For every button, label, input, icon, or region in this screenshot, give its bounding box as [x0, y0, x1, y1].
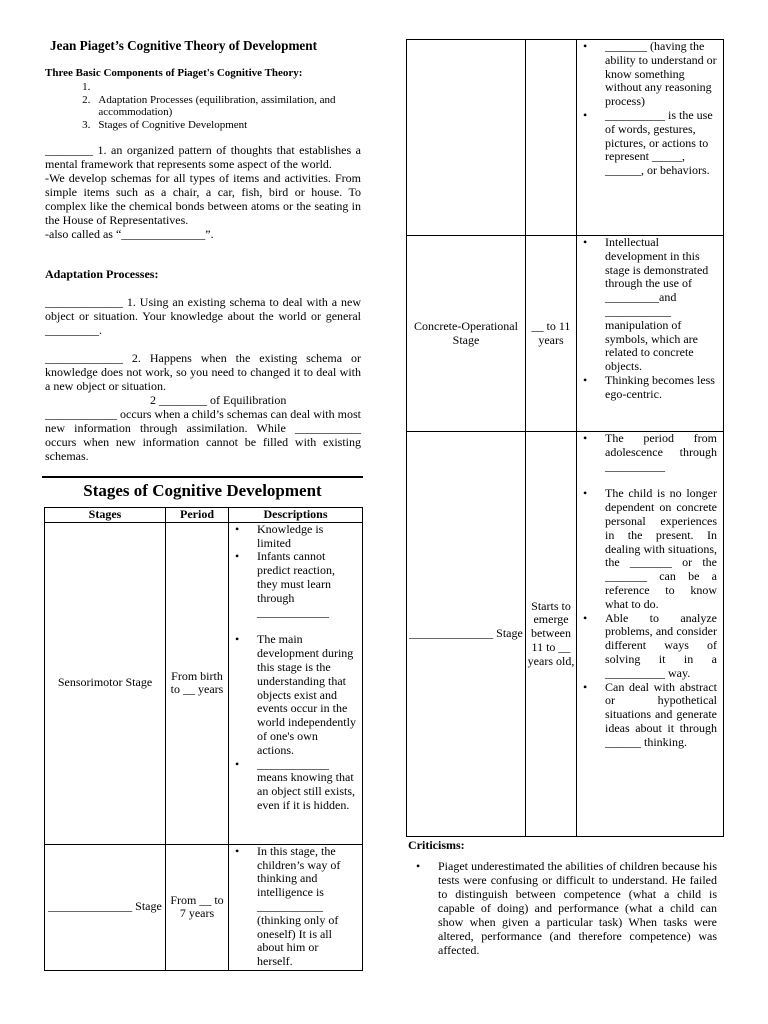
item-text — [90, 81, 370, 94]
description-item: • Able to analyze problems, and consider different ways of solving it in a __________ way. — [577, 612, 717, 681]
header-stages: Stages — [45, 508, 166, 523]
table-header-row — [45, 508, 363, 523]
item-number: 3. — [82, 118, 91, 131]
equilibration-text: ____________ occurs when a child’s schemas can deal with most new information through assimilation. While ___________ occurs when new information cannot be filled with existing schemas. — [45, 407, 361, 463]
stages-title: Stages of Cognitive Development — [42, 476, 363, 501]
description-cell — [577, 236, 724, 432]
components-list — [45, 81, 370, 131]
description-cell — [229, 844, 363, 970]
period-cell: __ to 11 years — [526, 236, 577, 432]
criticisms-heading: Criticisms: — [408, 838, 465, 852]
list-item — [45, 119, 370, 132]
stage-cell: Concrete-Operational Stage — [407, 236, 526, 432]
description-item: • ____________ means knowing that an object still exists, even if it is hidden. — [229, 758, 356, 813]
schema-alias: -also called as “______________”. — [45, 227, 214, 241]
description-item: • Knowledge is limited — [229, 523, 356, 551]
equilibration-heading: 2 ________ of Equilibration — [150, 393, 287, 407]
description-item: • The period from adolescence through __________ — [577, 432, 717, 473]
table-row — [45, 522, 363, 844]
description-cell — [577, 40, 724, 236]
item-number: 1. — [82, 81, 91, 93]
accommodation-text: _____________ 2. Happens when the existing schema or knowledge does not work, so you need to changed it to deal with a new object or situation. — [45, 351, 361, 393]
description-item: • The main development during this stage is the understanding that objects exist and events occur in the world independently of one's own actions. — [229, 633, 356, 757]
stages-table-left — [44, 507, 363, 971]
list-item: • Piaget underestimated the abilities of children because his tests were confusing or difficult to understand. He failed to distinguish between competence (what a child is capable of doing) and performance (what a child can show when given a particular task) When tasks were altered, performance (and therefore competence) was affected. — [410, 859, 717, 957]
description-item: • Can deal with abstract or hypothetical situations and generate ideas about it through ______ thinking. — [577, 681, 717, 750]
item-text: Stages of Cognitive Development — [98, 118, 248, 131]
header-period: Period — [166, 508, 229, 523]
stage-cell — [407, 40, 526, 236]
stage-cell: Sensorimotor Stage — [45, 522, 166, 844]
description-item: • _______ (having the ability to understand or know something without any reasoning process) — [577, 40, 717, 109]
list-item — [45, 81, 370, 94]
period-cell: From __ to 7 years — [166, 844, 229, 970]
stage-cell: ______________ Stage — [407, 432, 526, 837]
description-cell — [229, 522, 363, 844]
page-title: Jean Piaget’s Cognitive Theory of Development — [50, 38, 318, 53]
stages-table-right — [406, 39, 724, 837]
description-item: • Infants cannot predict reaction, they must learn through ____________ — [229, 550, 356, 619]
table-row — [407, 236, 724, 432]
description-item: • Thinking becomes less ego-centric. — [577, 374, 717, 402]
list-item — [45, 94, 370, 119]
description-item: • In this stage, the children’s way of thinking and intelligence is ___________ (thinking only of oneself) It is all about him or herself. — [229, 845, 356, 969]
description-cell — [577, 432, 724, 837]
adaptation-heading: Adaptation Processes: — [45, 267, 159, 281]
period-cell: From birth to __ years — [166, 522, 229, 844]
header-descriptions: Descriptions — [229, 508, 363, 523]
components-heading: Three Basic Components of Piaget's Cognitive Theory: — [45, 67, 303, 79]
description-item: • The child is no longer dependent on concrete personal experiences in the present. In dealing with situations, the _______ or the _______ can be a reference to know what to do. — [577, 487, 717, 611]
period-cell — [526, 40, 577, 236]
description-item: • __________ is the use of words, gestures, pictures, or actions to represent _____, ______, or behaviors. — [577, 109, 717, 178]
description-item: • Intellectual development in this stage is demonstrated through the use of _________and ___________ manipulation of symbols, which are related to concrete objects. — [577, 236, 717, 374]
schema-examples: -We develop schemas for all types of items and activities. From simple items such as a chair, a car, fish, bird or house. To complex like the chemical bonds between atoms or the seating in the House of Representatives. — [45, 171, 361, 227]
table-row — [45, 844, 363, 970]
item-number: 2. — [82, 93, 91, 106]
table-row — [407, 40, 724, 236]
schema-section — [45, 143, 361, 241]
item-text: Adaptation Processes (equilibration, assimilation, and accommodation) — [98, 93, 336, 118]
period-cell: Starts to emerge between 11 to __ years old, — [526, 432, 577, 837]
criticisms-list — [410, 859, 717, 957]
schema-definition: ________ 1. an organized pattern of thoughts that establishes a mental framework that represents some aspect of the world. — [45, 143, 361, 171]
assimilation-text: _____________ 1. Using an existing schema to deal with a new object or situation. Your knowledge about the world or general _________. — [45, 295, 361, 337]
stage-cell: ______________ Stage — [45, 844, 166, 970]
adaptation-section — [45, 267, 361, 463]
table-row — [407, 432, 724, 837]
